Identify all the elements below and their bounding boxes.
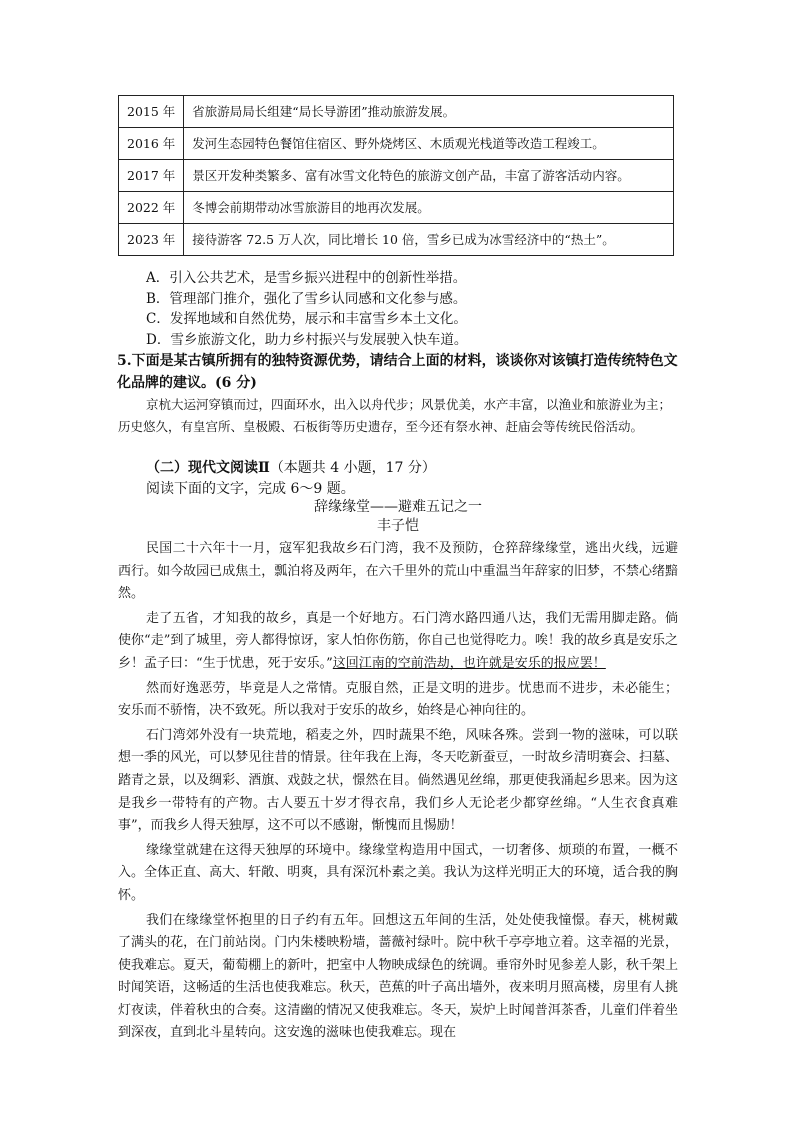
option-b: B．管理部门推介，强化了雪乡认同感和文化参与感。 bbox=[146, 290, 467, 307]
paragraph-text: 走了五省，才知我的故乡，真是一个好地方。石门湾水路四通八达，我们无需用脚走路。倘使你“走”到了城里，旁人都得惊讶，家人怕你伤筋，你自己也觉得吃力。唉！我的故乡真是安乐之乡！孟子曰：“生于忧患，死于安乐。” bbox=[118, 610, 678, 671]
timeline-event: 接待游客 72.5 万人次，同比增长 10 倍，雪乡已成为冰雪经济中的“热土”。 bbox=[184, 224, 674, 256]
timeline-event: 景区开发种类繁多、富有冰雪文化特色的旅游文创产品，丰富了游客活动内容。 bbox=[184, 160, 674, 192]
paragraph: 我们在缘缘堂怀抱里的日子约有五年。回想这五年间的生活，处处使我憧憬。春天，桃树戴了满头的花，在门前站岗。门内朱楼映粉墙，蔷薇衬绿叶。院中秋千亭亭地立着。这幸福的光景，使我难忘。夏天，葡萄棚上的新叶，把室中人物映成绿色的统调。垂帘外时见参差人影，秋千架上时闻笑语，这畅适的生活也使我难忘。秋天，芭蕉的叶子高出墙外，夜来明月照高楼，房里有人挑灯夜读，伴着秋虫的合奏。这清幽的情况又使我难忘。冬天，炭炉上时闻普洱茶香，儿童们伴着坐到深夜，直到北斗星转向。这安逸的滋味也使我难忘。现在 bbox=[118, 912, 678, 1041]
option-c: C．发挥地域和自然优势，展示和丰富雪乡本土文化。 bbox=[146, 311, 467, 328]
reading-instruction: 阅读下面的文字，完成 6～9 题。 bbox=[146, 481, 355, 497]
article-title: 辞缘缘堂——避难五记之一 bbox=[314, 499, 482, 515]
timeline-row bbox=[119, 160, 674, 192]
timeline-event: 省旅游局局长组建“局长导游团”推动旅游发展。 bbox=[184, 96, 674, 128]
paragraph: 然而好逸恶劳，毕竟是人之常情。克服自然，正是文明的进步。忧患而不进步，未必能生；安乐而不骄惰，决不致死。所以我对于安乐的故乡，始终是心神向往的。 bbox=[118, 680, 678, 719]
timeline-table bbox=[118, 95, 674, 256]
article-author: 丰子恺 bbox=[377, 518, 419, 534]
paragraph bbox=[118, 608, 678, 676]
timeline-event: 发河生态园特色餐馆住宿区、野外烧烤区、木质观光栈道等改造工程竣工。 bbox=[184, 128, 674, 160]
paragraph: 缘缘堂就建在这得天独厚的环境中。缘缘堂构造用中国式，一切奢侈、烦琐的布置，一概不入。全体正直、高大、轩敞、明爽，具有深沉朴素之美。我认为这样光明正大的环境，适合我的胸怀。 bbox=[118, 842, 678, 903]
option-a: A．引入公共艺术，是雪乡振兴进程中的创新性举措。 bbox=[146, 270, 467, 286]
paragraph: 石门湾郊外没有一块荒地，稻麦之外，四时蔬果不绝，风味各殊。尝到一物的滋味，可以联想一季的风光，可以梦见往昔的情景。往年我在上海，冬天吃新蚕豆，一时故乡清明赛会、扫墓、踏青之景，以及绸彩、酒旗、戏鼓之状，憬然在目。倘然遇见丝绵，那更使我涌起乡思来。因为这是我乡一带特有的产物。古人要五十岁才得衣帛，我们乡人无论老少都穿丝绵。“人生衣食真难事”，而我乡人得天独厚，这不可以不感谢，惭愧而且惕励！ bbox=[118, 727, 678, 834]
timeline-row bbox=[119, 224, 674, 256]
article-body bbox=[118, 538, 678, 1047]
question-5: 5.下面是某古镇所拥有的独特资源优势，请结合上面的材料，谈谈你对该镇打造传统特色文化品牌的建议。(6 分) bbox=[117, 353, 678, 391]
timeline-event: 冬博会前期带动冰雪旅游目的地再次发展。 bbox=[184, 192, 674, 224]
timeline-row bbox=[119, 192, 674, 224]
timeline-year: 2015 年 bbox=[119, 96, 184, 128]
question-5-material: 京杭大运河穿镇而过，四面环水，出入以舟代步；风景优美，水产丰富，以渔业和旅游业为主；历史悠久，有皇宫所、皇极殿、石板街等历史遗存，至今还有祭水神、赶庙会等传统民俗活动。 bbox=[118, 397, 672, 434]
paragraph: 民国二十六年十一月，寇军犯我故乡石门湾，我不及预防，仓猝辞缘缘堂，逃出火线，远避西行。如今故园已成焦土，瓢泊将及两年，在六千里外的荒山中重温当年辞家的旧梦，不禁心绪黯然。 bbox=[118, 541, 678, 602]
timeline-year: 2016 年 bbox=[119, 128, 184, 160]
section-note: （本题共 4 小题，17 分） bbox=[269, 460, 436, 476]
option-d: D．雪乡旅游文化，助力乡村振兴与发展驶入快车道。 bbox=[146, 331, 468, 348]
timeline-row bbox=[119, 128, 674, 160]
timeline-year: 2022 年 bbox=[119, 192, 184, 224]
answer-options bbox=[118, 268, 678, 350]
section-heading bbox=[118, 458, 678, 479]
underlined-sentence: 这回江南的空前浩劫，也许就是安乐的报应罢！ bbox=[332, 655, 606, 671]
section-label: （二）现代文阅读Ⅱ bbox=[146, 460, 270, 476]
timeline-row bbox=[119, 96, 674, 128]
timeline-year: 2017 年 bbox=[119, 160, 184, 192]
timeline-year: 2023 年 bbox=[119, 224, 184, 256]
